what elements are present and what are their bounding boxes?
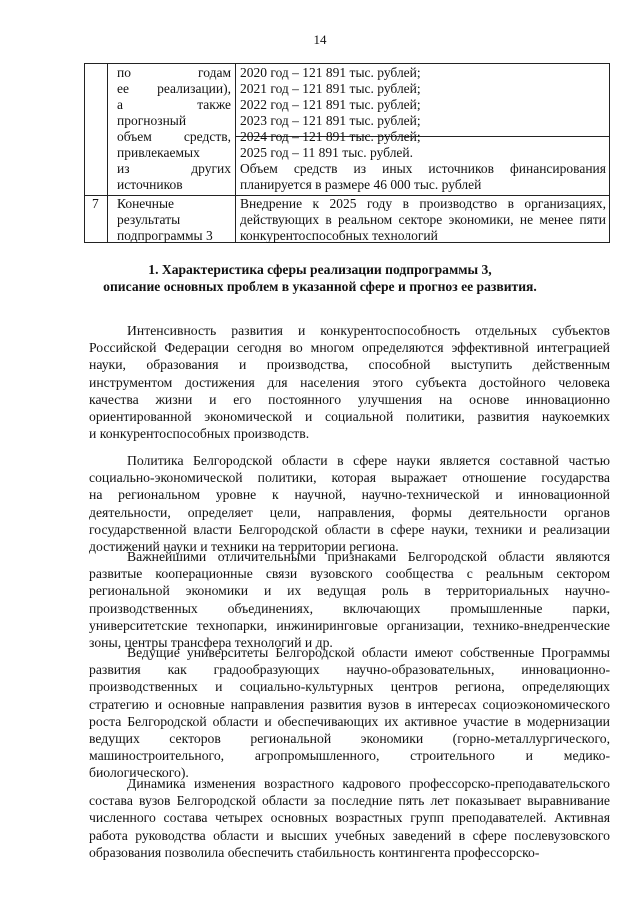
table-cell-text: результаты <box>117 212 181 227</box>
paragraph-line: Российской Федерации сегодня во многом определяются эффективной интеграцией <box>89 340 610 356</box>
paragraph-line: государственной власти Белгородской области в сфере науки, техники и реализации <box>89 521 610 537</box>
table-cell-text: привлекаемых <box>117 145 200 160</box>
paragraph-line: развитые кооперационные связи вузовского сообщества с реальным сектором <box>89 566 610 582</box>
table-cell-text: из других <box>117 161 231 176</box>
paragraph-line: зоны, центры трансфера технологий и др. <box>89 635 333 650</box>
table-cell-text: планируется в размере 46 000 тыс. рублей <box>240 177 482 192</box>
table-cell-text: 2023 год – 121 891 тыс. рублей; <box>240 113 421 128</box>
paragraph-line: качества жизни и его постоянного улучшения на основе инновационно <box>89 391 610 407</box>
paragraph-line: региональной экономики и их ведущая роль в территориальных научно- <box>89 583 610 599</box>
table-cell-text: 2022 год – 121 891 тыс. рублей; <box>240 97 421 112</box>
paragraph-line: биологического). <box>89 765 189 781</box>
paragraph-line: развития как градообразующих научно-образовательных, инновационно- <box>89 662 610 678</box>
table-cell-text: 2025 год – 11 891 тыс. рублей. <box>240 145 414 160</box>
paragraph-line: Интенсивность развития и конкурентоспособность отдельных субъектов <box>127 323 610 338</box>
table-cell-text: конкурентоспособных технологий <box>240 228 438 243</box>
paragraph-line: университетские технопарки, инжиниринговые организации, технико-внедренческие <box>89 617 610 633</box>
table-cell-text: Объем средств из иных источников финансирования <box>240 161 606 176</box>
paragraph-line: и конкурентоспособных производств. <box>89 426 310 442</box>
table-column-divider <box>235 64 236 242</box>
section-heading-line: описание основных проблем в указанной сфере и прогноз ее развития. <box>103 279 537 294</box>
paragraph-line: науки, образования и производства, способной выступить действенным <box>89 357 610 373</box>
paragraph-line: стратегию и основные направления развития вузов в интересах социоэкономического <box>89 696 610 712</box>
paragraph-line: Политика Белгородской области в сфере науки является составной частью <box>127 453 610 468</box>
paragraph-line: Ведущие университеты Белгородской области имеют собственные Программы <box>127 645 610 660</box>
page-number: 14 <box>313 32 327 47</box>
paragraph-line: деятельности, определяет цели, направления, формы деятельности органов <box>89 504 610 520</box>
paragraph-line: Динамика изменения возрастного кадрового профессорско-преподавательского <box>127 776 610 791</box>
paragraph-line: роста Белгородской области и обеспечивающих их активное участие в модернизации <box>89 713 610 729</box>
paragraph-line: машиностроительного, агропромышленного, строительного и медико- <box>89 748 610 764</box>
table-cell-text: Внедрение к 2025 году в производство в организациях, <box>240 196 606 211</box>
paragraph-line: инструментом достижения для населения этого субъекта достойного человека <box>89 374 610 390</box>
table-cell-text: по годам <box>117 65 231 80</box>
table-cell-text: 2020 год – 121 891 тыс. рублей; <box>240 65 421 80</box>
table-row-number: 7 <box>92 196 99 211</box>
paragraph-line: социально-экономической политики, которая выражает отношение государства <box>89 470 610 486</box>
table-cell-text: 2024 год – 121 891 тыс. рублей; <box>240 129 421 144</box>
paragraph-line: производственных и социально-культурных центров региона, определяющих <box>89 679 610 695</box>
table-cell-text: прогнозный <box>117 113 187 128</box>
paragraph-line: работа руководства области и высших учебных заведений в сфере послевузовского <box>89 827 610 843</box>
paragraph-line: на региональном уровне к научной, научно-технической и инновационной <box>89 487 610 503</box>
table-cell-text: источников <box>117 177 183 192</box>
table-cell-text: ее реализации), <box>117 81 231 96</box>
table-cell-text: подпрограммы 3 <box>117 228 213 243</box>
paragraph-line: достижений науки и техники на территории региона. <box>89 539 399 554</box>
paragraph-line: ориентированной экономической и социальной политики, развития наукоемких <box>89 409 610 424</box>
paragraph-line: производственных объединениях, включающих промышленные парки, <box>89 600 610 616</box>
paragraph-line: Важнейшими отличительными признаками Белгородской области являются <box>127 549 610 564</box>
table-cell-text: Конечные <box>117 196 175 211</box>
table-cell-text: а также <box>117 97 231 112</box>
table-cell-text: действующих в реальном секторе экономики, не менее пяти <box>240 212 606 227</box>
paragraph-line: образования позволила обеспечить стабильность контингента профессорско- <box>89 844 540 860</box>
table-cell-text: 2021 год – 121 891 тыс. рублей; <box>240 81 421 96</box>
table-cell-text: объем средств, <box>117 129 231 144</box>
paragraph-line: состава вузов Белгородской области за последние пять лет показывает выравнивание <box>89 793 610 809</box>
paragraph-line: численного состава четырех основных возрастных групп преподавателей. Активная <box>89 810 610 826</box>
passport-table <box>84 63 610 243</box>
table-column-divider <box>107 64 108 242</box>
paragraph-line: ведущих секторов региональной экономики (горно-металлургического, <box>89 731 610 746</box>
section-heading-line: 1. Характеристика сферы реализации подпрограммы 3, <box>148 262 492 277</box>
